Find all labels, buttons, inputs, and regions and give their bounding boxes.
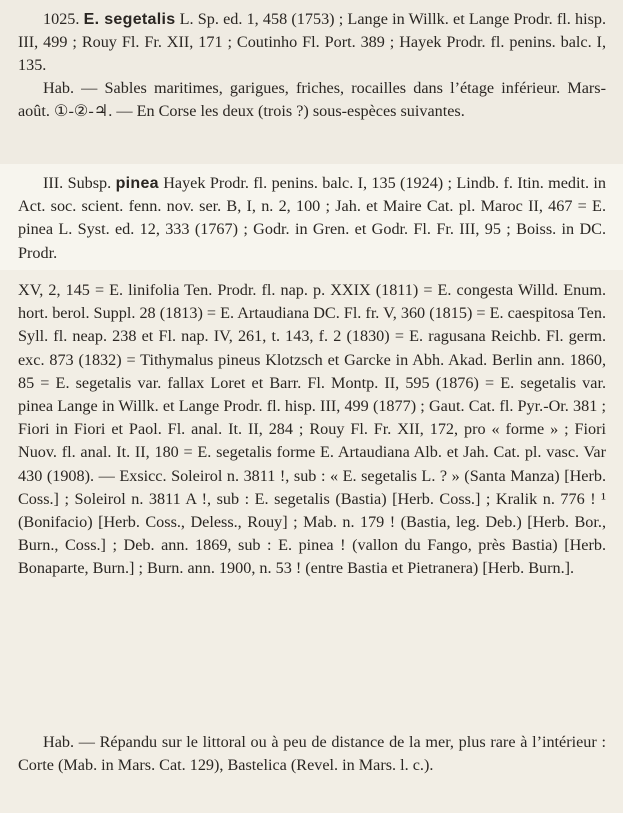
habitat-text: — Sables maritimes, garigues, friches, rocailles dans l’étage inférieur. Mars-août. ①-②-♃. — En Corse les deux (trois ?) sous-espèces suivantes. <box>18 79 606 121</box>
species-name: E. segetalis <box>83 11 176 28</box>
entry-citation-main: L. Sp. ed. 1, 458 (1753) ; Lange in Willk. et Lange <box>175 10 514 28</box>
subspecies-entry <box>18 172 606 265</box>
species-entry <box>18 8 606 78</box>
synonymy-paragraph: XV, 2, 145 = E. linifolia Ten. Prodr. fl. nap. p. XXIX (1811) = E. congesta Willd. Enum. hort. berol. Suppl. 28 (1813) = E. Artaudiana DC. Fl. fr. V, 360 (1815) = E. caespitosa Ten. Syll. fl. neap. 238 et Fl. nap. IV, 261, t. 143, f. 2 (1830) = E. ragusana Reichb. Fl. germ. exc. 873 (1832) = Tithymalus pineus Klotzsch et Garcke in Abh. Akad. Berlin ann. 1860, 85 = E. segetalis var. fallax Loret et Barr. Fl. Montp. II, 595 (1876) = E. segetalis var. pinea Lange in Willk. et Lange Prodr. fl. hisp. III, 499 (1877) ; Gaut. Cat. fl. Pyr.-Or. 381 ; Fiori in Fiori et Paol. Fl. anal. It. II, 284 ; Rouy Fl. Fr. XII, 172, pro « forme » ; Fiori Nuov. fl. anal. It. II, 180 = E. segetalis forme E. Artaudiana Alb. et Jah. Cat. pl. vasc. Var 430 (1908). — Exsicc. Soleirol n. 3811 !, sub : « E. segetalis L. ? » (Santa Manza) [Herb. Coss.] ; Soleirol n. 3811 A !, sub : E. segetalis (Bastia) [Herb. Coss.] ; Kralik n. 776 ! ¹ (Bonifacio) [Herb. Coss., Deless., Rouy] ; Mab. n. 179 ! (Bastia, leg. Deb.) [Herb. Bor., Burn., Coss.] ; Deb. ann. 1869, sub : E. pinea ! (vallon du Fango, près Bastia) [Herb. Bonaparte, Burn.] ; Burn. ann. 1900, n. 53 ! (entre Bastia et Pietranera) [Herb. Burn.]. <box>18 281 606 578</box>
habitat-paragraph-1 <box>18 77 606 123</box>
subspecies-name: pinea <box>115 175 159 192</box>
habitat-label: Hab. <box>43 733 75 751</box>
habitat-label: Hab. <box>43 79 75 97</box>
subspecies-text: Hayek Prodr. fl. penins. balc. I, 135 (1924) ; Lindb. f. Itin. medit. in Act. soc. scient. fenn. nov. ser. B, I, n. 2, 100 ; Jah. et Maire Cat. pl. Maroc II, 467 = E. pinea L. Syst. ed. 12, 333 (1767) ; Godr. in Gren. et Godr. Fl. Fr. III, 95 ; Boiss. in DC. Prodr. <box>18 174 606 262</box>
subspecies-rank: III. Subsp. <box>43 174 112 192</box>
habitat-paragraph-2 <box>18 731 606 777</box>
entry-citation-rest: Prodr. fl. hisp. III, 499 ; Rouy Fl. Fr. XII, 171 ; Coutinho Fl. Port. 389 ; Hayek Prodr. fl. penins. balc. I, 135. <box>18 10 607 75</box>
habitat-text: — Répandu sur le littoral ou à peu de distance de la mer, plus rare à l’intérieur : Corte (Mab. in Mars. Cat. 129), Bastelica (Revel. in Mars. l. c.). <box>18 733 606 775</box>
entry-number: 1025. <box>43 10 80 28</box>
